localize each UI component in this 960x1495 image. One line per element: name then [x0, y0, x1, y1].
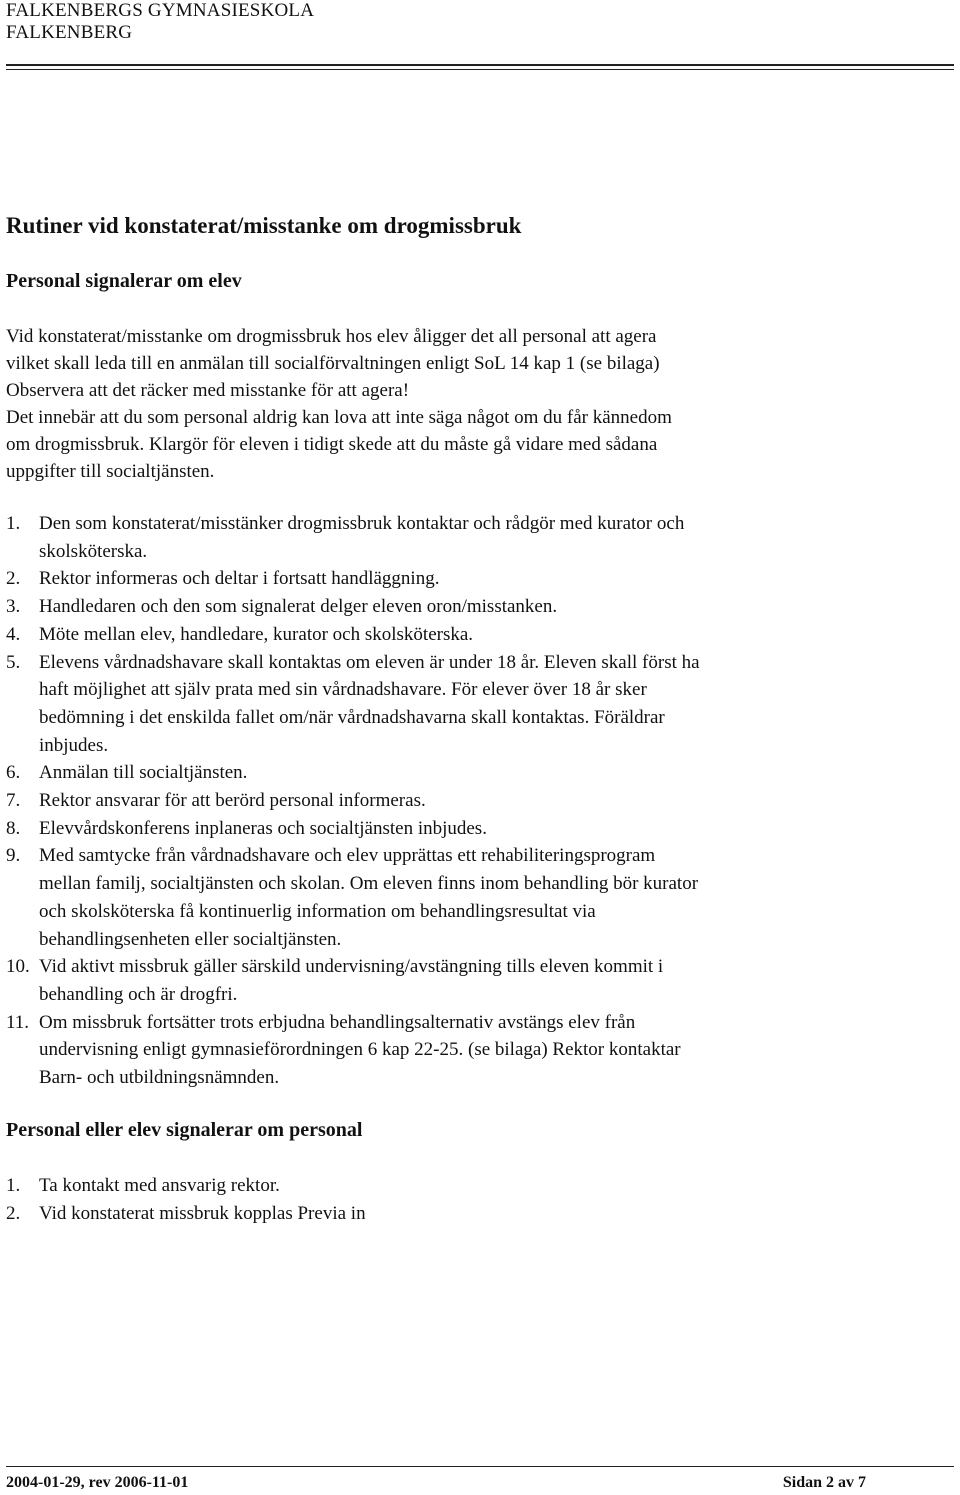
list-number: 8. — [6, 817, 21, 839]
list-number: 3. — [6, 596, 21, 618]
list-item-line: undervisning enligt gymnasieförordningen 6 kap 22-25. (se bilaga) Rektor kontaktar — [39, 1039, 681, 1061]
list-number: 2. — [6, 568, 21, 590]
staff-procedure-list — [6, 1172, 946, 1227]
list-number: 1. — [6, 1175, 21, 1196]
list-item-line: behandlingsenheten eller socialtjänsten. — [39, 928, 342, 950]
list-number: 5. — [6, 651, 21, 673]
list-item-line: Rektor ansvarar för att berörd personal informeras. — [39, 790, 426, 812]
list-item — [6, 621, 946, 649]
list-item — [6, 649, 946, 760]
list-item-line: Rektor informeras och deltar i fortsatt handläggning. — [39, 568, 440, 590]
letterhead — [6, 0, 314, 44]
list-item — [6, 953, 946, 1008]
footer-date: 2004-01-29, rev 2006-11-01 — [6, 1474, 189, 1491]
list-number: 10. — [6, 956, 30, 978]
list-item-line: behandling och är drogfri. — [39, 983, 238, 1005]
list-item-line: mellan familj, socialtjänsten och skolan. Om eleven finns inom behandling bör kurator — [39, 873, 699, 895]
list-item — [6, 510, 946, 565]
list-item-line: Den som konstaterat/misstänker drogmissbruk kontaktar och rådgör med kurator och — [39, 513, 685, 534]
list-item-line: skolsköterska. — [39, 540, 148, 562]
intro-line: uppgifter till socialtjänsten. — [6, 461, 215, 482]
list-number: 9. — [6, 845, 21, 867]
list-item-line: Vid aktivt missbruk gäller särskild undervisning/avstängning tills eleven kommit i — [39, 956, 664, 978]
intro-line: Det innebär att du som personal aldrig kan lova att inte säga något om du får kännedom — [6, 407, 672, 428]
list-item-line: inbjudes. — [39, 734, 109, 756]
intro-line: vilket skall leda till en anmälan till socialförvaltningen enligt SoL 14 kap 1 (se bilaga) — [6, 353, 660, 374]
list-number: 7. — [6, 790, 21, 812]
intro-line: Observera att det räcker med misstanke för att agera! — [6, 380, 410, 401]
list-item-line: Ta kontakt med ansvarig rektor. — [39, 1175, 280, 1196]
intro-line: om drogmissbruk. Klargör för eleven i tidigt skede att du måste gå vidare med sådana — [6, 434, 658, 455]
list-item-line: Om missbruk fortsätter trots erbjudna behandlingsalternativ avstängs elev från — [39, 1011, 636, 1033]
list-item — [6, 593, 946, 621]
school-name: FALKENBERGS GYMNASIESKOLA — [6, 0, 315, 21]
list-item-line: Vid konstaterat missbruk kopplas Previa in — [39, 1202, 366, 1224]
list-item-line: haft möjlighet att själv prata med sin vårdnadshavare. För elever över 18 år sker — [39, 679, 647, 701]
list-item — [6, 565, 946, 593]
list-number: 1. — [6, 513, 21, 534]
list-item-line: Med samtycke från vårdnadshavare och elev upprättas ett rehabiliteringsprogram — [39, 845, 656, 867]
intro-line: Vid konstaterat/misstanke om drogmissbruk hos elev åligger det all personal att agera — [6, 326, 657, 347]
procedure-list — [6, 510, 946, 1092]
list-item — [6, 1009, 946, 1092]
list-item-line: Elevvårdskonferens inplaneras och socialtjänsten inbjudes. — [39, 817, 487, 839]
school-town: FALKENBERG — [6, 22, 133, 43]
list-item-line: Elevens vårdnadshavare skall kontaktas om eleven är under 18 år. Eleven skall först ha — [39, 651, 700, 673]
list-item-line: bedömning i det enskilda fallet om/när vårdnadshavarna skall kontaktas. Föräldrar — [39, 706, 665, 728]
list-item-line: Anmälan till socialtjänsten. — [39, 762, 248, 784]
list-item — [6, 842, 946, 953]
list-item-line: Handledaren och den som signalerat delger eleven oron/misstanken. — [39, 596, 558, 618]
footer-rule — [6, 1466, 954, 1467]
list-item — [6, 815, 946, 843]
header-rule-thick — [6, 64, 954, 66]
document-title: Rutiner vid konstaterat/misstanke om drogmissbruk — [6, 213, 522, 238]
page-number: Sidan 2 av 7 — [782, 1474, 866, 1491]
intro-paragraph — [6, 323, 906, 485]
section-heading-staff-about-student: Personal signalerar om elev — [6, 270, 242, 292]
list-item — [6, 1200, 946, 1228]
list-item — [6, 1172, 946, 1200]
list-item-line: Barn- och utbildningsnämnden. — [39, 1067, 280, 1089]
list-number: 2. — [6, 1202, 21, 1224]
list-item-line: och skolsköterska få kontinuerlig information om behandlingsresultat via — [39, 900, 596, 922]
list-item-line: Möte mellan elev, handledare, kurator och skolsköterska. — [39, 623, 474, 645]
list-item — [6, 759, 946, 787]
section-heading-about-staff: Personal eller elev signalerar om personal — [6, 1119, 363, 1141]
list-number: 11. — [6, 1011, 30, 1033]
header-rule-thin — [6, 69, 954, 70]
list-item — [6, 787, 946, 815]
list-number: 6. — [6, 762, 21, 784]
list-number: 4. — [6, 623, 21, 645]
